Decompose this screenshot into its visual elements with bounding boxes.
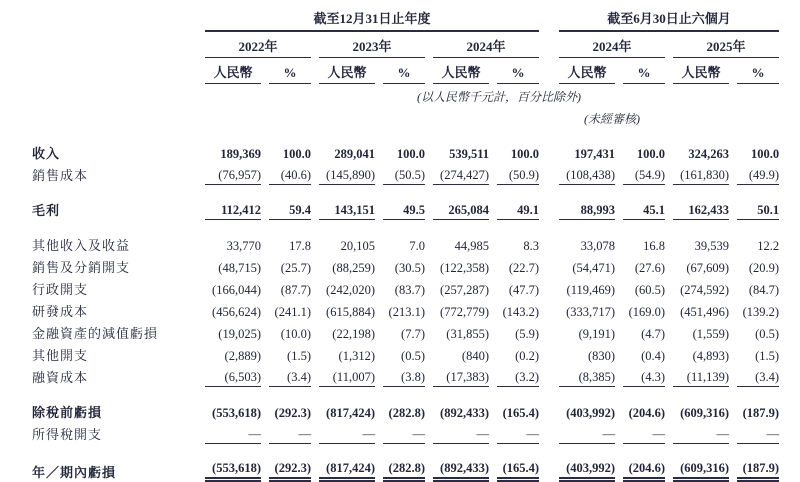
group-gap	[547, 321, 551, 343]
table-row	[32, 343, 779, 365]
cell-value: (615,884)	[326, 305, 375, 319]
cell-value: (50.9)	[497, 163, 539, 185]
cell-value: 39,539	[694, 239, 730, 253]
cell-value: (213.1)	[388, 305, 425, 319]
cell-value: (139.2)	[742, 305, 780, 319]
cell-value: (292.3)	[269, 444, 311, 482]
cell-value: 33,770	[226, 239, 261, 253]
cell-value: (204.6)	[628, 406, 666, 420]
cell-value: 539,511	[449, 147, 489, 161]
cell-value: 197,431	[574, 147, 616, 161]
col-label-pct: %	[497, 58, 539, 84]
cell-value: 88,993	[559, 185, 615, 220]
cell-value: (817,424)	[319, 444, 375, 482]
group-gap	[547, 387, 551, 422]
cell-value: (143.2)	[502, 305, 540, 319]
cell-value: (274,592)	[680, 283, 730, 297]
cell-value: (49.9)	[737, 163, 779, 185]
table-row	[32, 365, 779, 387]
label-col-spacer	[32, 32, 197, 58]
cell-value: (30.5)	[394, 261, 425, 275]
cell-value: 289,041	[334, 147, 375, 161]
cell-value: 50.1	[737, 185, 779, 220]
cell-value: (48,715)	[218, 261, 261, 275]
cell-value: (22,198)	[332, 327, 375, 341]
cell-value: (67,609)	[686, 261, 730, 275]
cell-value: (25.7)	[280, 261, 311, 275]
col-label-pct: %	[269, 58, 311, 84]
cell-value: 100.0	[636, 147, 666, 161]
cell-value: (19,025)	[218, 327, 261, 341]
cell-value: (169.0)	[628, 305, 666, 319]
cell-value: 45.1	[623, 185, 665, 220]
note-spacer	[673, 106, 779, 128]
cell-value: (84.7)	[748, 283, 780, 297]
cell-value: —	[559, 422, 615, 444]
label-col-spacer	[32, 84, 197, 106]
cell-value: (4.7)	[641, 327, 666, 341]
row-label: 融資成本	[32, 370, 89, 385]
group-gap	[547, 365, 551, 387]
cell-value: (119,469)	[566, 283, 616, 297]
cell-value: (0.5)	[401, 349, 425, 363]
table-row	[32, 255, 779, 277]
cell-value: (187.9)	[742, 406, 780, 420]
cell-value: (10.0)	[280, 327, 311, 341]
note-spacer	[205, 106, 539, 128]
cell-value: (22.7)	[508, 261, 540, 275]
unaudited-note-row	[32, 106, 779, 128]
cell-value: (0.2)	[515, 349, 540, 363]
group-gap	[547, 255, 551, 277]
year-header-row	[32, 32, 779, 58]
cell-value: (257,287)	[440, 283, 489, 297]
cell-value: (1,312)	[338, 349, 375, 363]
cell-value: (165.4)	[497, 444, 539, 482]
cell-value: (609,316)	[673, 444, 729, 482]
cell-value: (204.6)	[623, 444, 665, 482]
table-row	[32, 185, 779, 220]
row-label: 銷售成本	[32, 168, 89, 183]
cell-value: 20,105	[340, 239, 375, 253]
cell-value: (1.5)	[287, 349, 311, 363]
cell-value: (1,559)	[692, 327, 730, 341]
table-row	[32, 163, 779, 185]
cell-value: (76,957)	[205, 163, 261, 185]
cell-value: (40.6)	[269, 163, 311, 185]
cell-value: —	[319, 422, 375, 444]
cell-value: (187.9)	[737, 444, 779, 482]
cell-value: (31,855)	[446, 327, 489, 341]
year-header-2022: 2022年	[205, 32, 311, 58]
group-gap	[547, 163, 551, 185]
units-note-row	[32, 84, 779, 106]
cell-value: (553,618)	[205, 444, 261, 482]
cell-value: —	[737, 422, 779, 444]
cell-value: 112,412	[205, 185, 261, 220]
cell-value: (7.7)	[401, 327, 425, 341]
cell-value: (892,433)	[440, 406, 489, 420]
cell-value: (2,889)	[224, 349, 261, 363]
cell-value: (1.5)	[755, 349, 780, 363]
group-gap	[547, 58, 551, 84]
cell-value: 59.4	[269, 185, 311, 220]
cell-value: (88,259)	[332, 261, 375, 275]
cell-value: (11,007)	[319, 365, 375, 387]
col-label-rmb: 人民幣	[673, 58, 729, 84]
cell-value: (3.4)	[737, 365, 779, 387]
cell-value: 265,084	[433, 185, 489, 220]
cell-value: (83.7)	[394, 283, 425, 297]
group-header-row	[32, 6, 779, 32]
year-header-2024: 2024年	[433, 32, 539, 58]
table-body	[32, 128, 779, 482]
row-label: 毛利	[32, 203, 61, 218]
cell-value: 44,985	[454, 239, 489, 253]
cell-value: —	[673, 422, 729, 444]
cell-value: (3.2)	[497, 365, 539, 387]
cell-value: 49.1	[497, 185, 539, 220]
group-gap	[547, 343, 551, 365]
cell-value: (50.5)	[383, 163, 425, 185]
cell-value: (9,191)	[578, 327, 616, 341]
cell-value: (817,424)	[326, 406, 375, 420]
cell-value: —	[269, 422, 311, 444]
cell-value: 189,369	[220, 147, 261, 161]
cell-value: 324,263	[688, 147, 730, 161]
col-label-pct: %	[737, 58, 779, 84]
cell-value: 16.8	[643, 239, 666, 253]
group-gap	[547, 299, 551, 321]
unaudited-note: (未經審核)	[584, 112, 641, 126]
cell-value: 100.0	[510, 147, 540, 161]
cell-value: 7.0	[409, 239, 425, 253]
cell-value: (403,992)	[566, 406, 616, 420]
cell-value: (161,830)	[673, 163, 729, 185]
label-col-spacer	[32, 6, 197, 32]
col-label-rmb: 人民幣	[433, 58, 489, 84]
cell-value: (292.3)	[274, 406, 311, 420]
cell-value: (3.4)	[269, 365, 311, 387]
cell-value: —	[205, 422, 261, 444]
cell-value: (892,433)	[433, 444, 489, 482]
cell-value: (27.6)	[634, 261, 666, 275]
row-label: 研發成本	[32, 304, 89, 319]
cell-value: 8.3	[523, 239, 540, 253]
row-label: 收入	[32, 146, 61, 161]
label-col-spacer	[32, 58, 197, 84]
cell-value: (166,044)	[212, 283, 261, 297]
cell-value: (4.3)	[623, 365, 665, 387]
group-gap	[547, 32, 551, 58]
cell-value: (3.8)	[383, 365, 425, 387]
cell-value: (0.5)	[755, 327, 780, 341]
group-gap	[547, 277, 551, 299]
cell-value: (87.7)	[280, 283, 311, 297]
cell-value: (4,893)	[692, 349, 730, 363]
group-gap	[547, 128, 551, 163]
row-label: 行政開支	[32, 282, 89, 297]
cell-value: (403,992)	[559, 444, 615, 482]
table-row	[32, 444, 779, 482]
cell-value: (830)	[587, 349, 616, 363]
cell-value: (47.7)	[508, 283, 540, 297]
cell-value: (242,020)	[326, 283, 375, 297]
group-gap	[547, 422, 551, 444]
group-gap	[547, 185, 551, 220]
row-label: 其他開支	[32, 348, 89, 363]
cell-value: 12.2	[757, 239, 780, 253]
cell-value: (333,717)	[566, 305, 616, 319]
cell-value: (122,358)	[440, 261, 489, 275]
label-col-spacer	[32, 106, 197, 128]
cell-value: (282.8)	[383, 444, 425, 482]
year-header-2023: 2023年	[319, 32, 425, 58]
table-row	[32, 422, 779, 444]
year-header-2024-interim: 2024年	[559, 32, 665, 58]
cell-value: —	[433, 422, 489, 444]
cell-value: (108,438)	[559, 163, 615, 185]
group-gap	[547, 444, 551, 482]
row-label: 其他收入及收益	[32, 238, 131, 253]
cell-value: (0.4)	[641, 349, 666, 363]
group-gap	[547, 6, 551, 32]
cell-value: 100.0	[750, 147, 780, 161]
cell-value: —	[623, 422, 665, 444]
cell-value: 33,078	[580, 239, 616, 253]
year-header-2025-interim: 2025年	[673, 32, 779, 58]
table-row	[32, 220, 779, 255]
table-row	[32, 277, 779, 299]
row-label: 除稅前虧損	[32, 405, 103, 420]
cell-value: (553,618)	[212, 406, 261, 420]
cell-value: (451,496)	[680, 305, 730, 319]
cell-value: —	[497, 422, 539, 444]
col-label-rmb: 人民幣	[205, 58, 261, 84]
cell-value: 49.5	[383, 185, 425, 220]
col-label-pct: %	[383, 58, 425, 84]
group-header-annual: 截至12月31日止年度	[205, 6, 539, 32]
cell-value: 100.0	[282, 147, 311, 161]
cell-value: (456,624)	[212, 305, 261, 319]
cell-value: 100.0	[396, 147, 425, 161]
note-spacer	[205, 84, 375, 106]
cell-value: (54,471)	[572, 261, 616, 275]
cell-value: 17.8	[289, 239, 311, 253]
cell-value: (241.1)	[274, 305, 311, 319]
cell-value: (20.9)	[748, 261, 780, 275]
row-label: 年／期內虧損	[32, 465, 117, 480]
col-label-rmb: 人民幣	[319, 58, 375, 84]
cell-value: (274,427)	[433, 163, 489, 185]
group-gap	[547, 106, 551, 128]
column-label-row	[32, 58, 779, 84]
cell-value: (840)	[461, 349, 489, 363]
group-header-interim: 截至6月30日止六個月	[559, 6, 779, 32]
note-spacer	[623, 84, 779, 106]
cell-value: 143,151	[319, 185, 375, 220]
table-row	[32, 387, 779, 422]
table-row	[32, 321, 779, 343]
cell-value: (60.5)	[634, 283, 666, 297]
row-label: 金融資產的減值虧損	[32, 326, 159, 341]
units-note: (以人民幣千元計，百分比除外)	[417, 90, 582, 104]
cell-value: (772,779)	[440, 305, 489, 319]
col-label-rmb: 人民幣	[559, 58, 615, 84]
cell-value: 162,433	[673, 185, 729, 220]
income-statement-table	[24, 6, 787, 482]
table-row	[32, 128, 779, 163]
row-label: 所得稅開支	[32, 427, 103, 442]
cell-value: (165.4)	[502, 406, 540, 420]
col-label-pct: %	[623, 58, 665, 84]
cell-value: (609,316)	[680, 406, 730, 420]
cell-value: (282.8)	[388, 406, 425, 420]
cell-value: (5.9)	[515, 327, 540, 341]
cell-value: (145,890)	[319, 163, 375, 185]
cell-value: (11,139)	[673, 365, 729, 387]
cell-value: (6,503)	[205, 365, 261, 387]
cell-value: (8,385)	[559, 365, 615, 387]
cell-value: —	[383, 422, 425, 444]
group-gap	[547, 220, 551, 255]
row-label: 銷售及分銷開支	[32, 260, 131, 275]
table-row	[32, 299, 779, 321]
cell-value: (54.9)	[623, 163, 665, 185]
cell-value: (17,383)	[433, 365, 489, 387]
